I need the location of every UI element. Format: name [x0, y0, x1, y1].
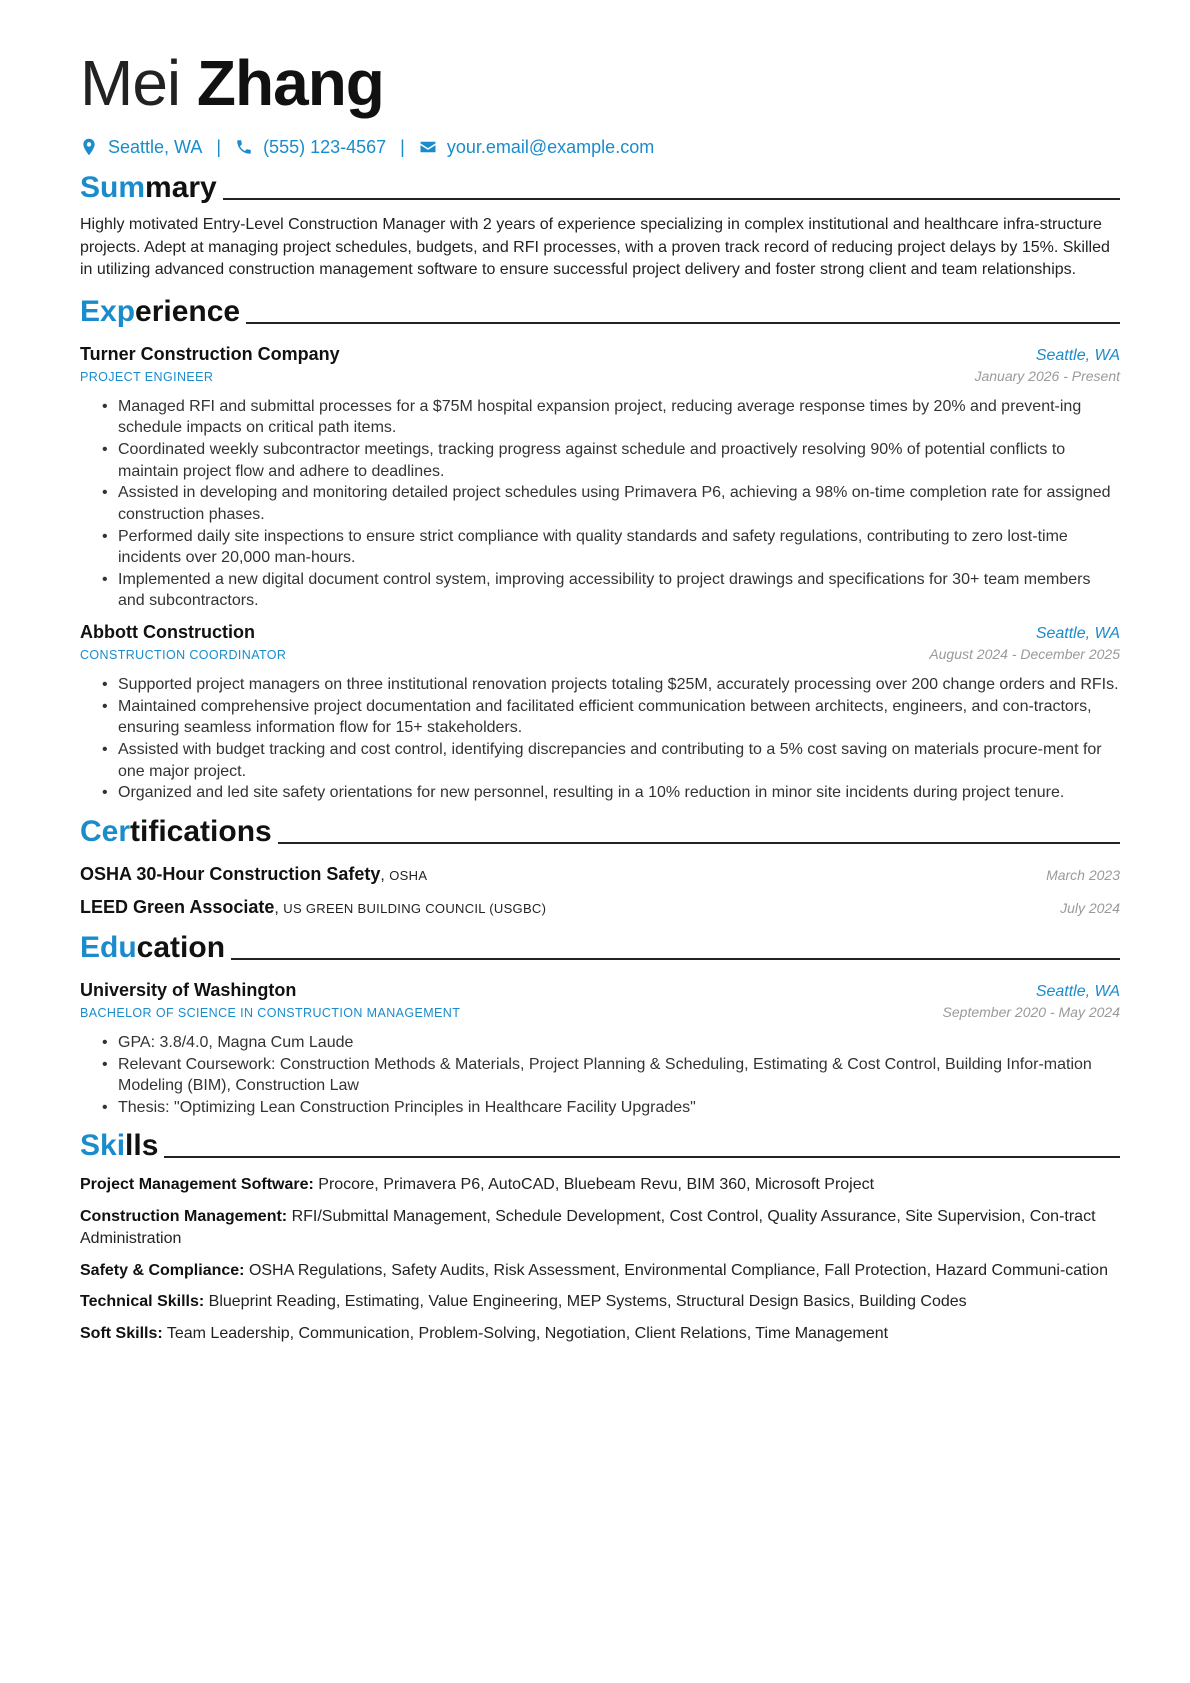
phone-icon	[235, 138, 253, 156]
map-pin-icon	[80, 138, 98, 156]
skill-label: Construction Management:	[80, 1207, 288, 1225]
section-rule	[231, 958, 1120, 960]
section-rule	[223, 198, 1120, 200]
education-heading-accent: Edu	[80, 930, 137, 964]
cert-date: March 2023	[1046, 866, 1120, 883]
job-company: Abbott Construction	[80, 621, 255, 642]
contact-location	[80, 137, 202, 158]
cert-issuer: US GREEN BUILDING COUNCIL (USGBC)	[283, 900, 547, 916]
job-entry	[80, 344, 1120, 612]
job-entry	[80, 622, 1120, 804]
education-entry	[80, 980, 1120, 1119]
education-heading	[80, 930, 1120, 966]
section-rule	[278, 842, 1120, 844]
school-name: University of Washington	[80, 979, 297, 1000]
job-dates: August 2024 - December 2025	[929, 645, 1120, 662]
certifications-heading-accent: Cer	[80, 814, 131, 848]
school-location: Seattle, WA	[1035, 982, 1120, 1000]
skill-value: Procore, Primavera P6, AutoCAD, Bluebeam Revu, BIM 360, Microsoft Project	[318, 1176, 875, 1194]
job-bullets	[102, 674, 1120, 804]
job-bullet: • Assisted in developing and monitoring detailed project schedules using Primavera P6, achieving a 98% on-time completion rate for assigned construction phases.	[102, 482, 1120, 525]
contact-email[interactable]	[419, 137, 654, 158]
skill-row	[80, 1206, 1120, 1251]
job-dates: January 2026 - Present	[974, 367, 1120, 384]
cert-name: OSHA 30-Hour Construction Safety	[80, 863, 381, 884]
skill-label: Soft Skills:	[80, 1324, 163, 1342]
skill-label: Safety & Compliance:	[80, 1261, 245, 1279]
skill-label: Project Management Software:	[80, 1176, 314, 1194]
experience-heading-accent: Exp	[80, 294, 136, 328]
contact-separator: |	[216, 136, 222, 157]
job-company: Turner Construction Company	[80, 343, 340, 364]
location-text: Seattle, WA	[108, 136, 203, 157]
certifications-heading-rest: tifications	[130, 814, 272, 848]
job-bullet: • Managed RFI and submittal processes for a $75M hospital expansion project, reducing average response times by 20% and prevent-ing schedule impacts on critical path items.	[102, 396, 1120, 439]
contact-bar	[80, 132, 1120, 162]
section-rule	[164, 1156, 1120, 1158]
job-bullet: • Organized and led site safety orientations for new personnel, resulting in a 10% reduction in minor site incidents during project tenure.	[102, 782, 1120, 804]
job-bullet: • Supported project managers on three institutional renovation projects totaling $25M, accurately processing over 200 change orders and RFIs.	[102, 674, 1120, 696]
degree: BACHELOR OF SCIENCE IN CONSTRUCTION MANAGEMENT	[80, 1005, 461, 1020]
skills-heading-accent: Ski	[80, 1129, 126, 1163]
email-link[interactable]: your.email@example.com	[446, 136, 655, 157]
education-heading-rest: cation	[136, 930, 226, 964]
education-bullet: • Relevant Coursework: Construction Methods & Materials, Project Planning & Scheduling, Estimating & Cost Control, Building Infor-mation Modeling (BIM), Construction Law	[102, 1054, 1120, 1097]
certifications-heading	[80, 814, 1120, 850]
job-location: Seattle, WA	[1035, 346, 1120, 364]
last-name: Zhang	[196, 47, 384, 119]
certifications-section	[80, 814, 1120, 918]
skills-heading	[80, 1128, 1120, 1164]
contact-phone[interactable]	[235, 137, 386, 158]
summary-heading	[80, 170, 1120, 206]
summary-heading-accent: Sum	[80, 171, 146, 204]
job-role: CONSTRUCTION COORDINATOR	[80, 647, 287, 662]
skill-value: RFI/Submittal Management, Schedule Development, Cost Control, Quality Assurance, Site Supervision, Con-tract Administration	[80, 1207, 1096, 1248]
job-bullet: • Maintained comprehensive project documentation and facilitated efficient communication between architects, engineers, and con-tractors, ensuring seamless information flow for 15+ stakeholders.	[102, 696, 1120, 739]
section-rule	[246, 322, 1120, 324]
education-bullets	[102, 1032, 1120, 1119]
summary-text: Highly motivated Entry-Level Construction Manager with 2 years of experience specializing in complex institutional and healthcare infra-structure projects. Adept at managing project schedules, budgets, and RFI processes, with a proven track record of reducing project delays by 15%. Skilled in utilizing advanced construction management software to ensure successful project delivery and foster strong client and team relationships.	[80, 216, 1110, 279]
summary-heading-rest: mary	[145, 171, 217, 204]
experience-heading-rest: erience	[135, 294, 241, 328]
education-bullet: • Thesis: "Optimizing Lean Construction Principles in Healthcare Facility Upgrades"	[102, 1097, 1120, 1119]
skill-value: OSHA Regulations, Safety Audits, Risk Assessment, Environmental Compliance, Fall Protection, Hazard Communi-cation	[248, 1261, 1108, 1279]
job-bullets	[102, 396, 1120, 612]
education-section	[80, 930, 1120, 1119]
cert-date: July 2024	[1060, 899, 1120, 916]
experience-heading	[80, 294, 1120, 330]
job-bullet: • Coordinated weekly subcontractor meetings, tracking progress against schedule and proactively resolving 90% of potential conflicts to maintain project flow and adhere to deadlines.	[102, 439, 1120, 482]
job-role: PROJECT ENGINEER	[80, 369, 214, 384]
experience-section	[80, 294, 1120, 804]
cert-item: OSHA 30-Hour Construction Safety, OSHA March 2023	[80, 863, 1120, 884]
skills-heading-rest: lls	[125, 1129, 159, 1163]
skill-label: Technical Skills:	[80, 1293, 205, 1311]
skill-value: Team Leadership, Communication, Problem-Solving, Negotiation, Client Relations, Time Management	[166, 1324, 889, 1342]
candidate-name	[80, 44, 1120, 122]
job-location: Seattle, WA	[1035, 624, 1120, 642]
cert-item: LEED Green Associate, US GREEN BUILDING COUNCIL (USGBC) July 2024	[80, 896, 1120, 917]
cert-issuer: OSHA	[389, 867, 428, 883]
education-dates: September 2020 - May 2024	[942, 1003, 1120, 1020]
job-bullet: • Assisted with budget tracking and cost control, identifying discrepancies and contributing to a 5% cost saving on materials procure-ment for one major project.	[102, 739, 1120, 782]
first-name: Mei	[80, 47, 181, 119]
envelope-icon	[419, 138, 437, 156]
skill-row	[80, 1323, 1120, 1346]
skills-section	[80, 1128, 1120, 1345]
skill-row	[80, 1174, 1120, 1197]
job-bullet: • Implemented a new digital document control system, improving accessibility to project drawings and specifications for 30+ team members and subcontractors.	[102, 569, 1120, 612]
cert-name: LEED Green Associate	[80, 896, 275, 917]
job-bullet: • Performed daily site inspections to ensure strict compliance with quality standards and safety regulations, contributing to zero lost-time incidents over 20,000 man-hours.	[102, 526, 1120, 569]
phone-text: (555) 123-4567	[263, 136, 387, 157]
contact-separator: |	[400, 136, 405, 157]
education-bullet: • GPA: 3.8/4.0, Magna Cum Laude	[102, 1032, 1120, 1054]
skill-row	[80, 1260, 1120, 1283]
skill-row	[80, 1291, 1120, 1314]
resume-page	[80, 44, 1120, 1345]
skill-value: Blueprint Reading, Estimating, Value Engineering, MEP Systems, Structural Design Basics, Building Codes	[208, 1293, 967, 1311]
summary-section	[80, 170, 1120, 282]
